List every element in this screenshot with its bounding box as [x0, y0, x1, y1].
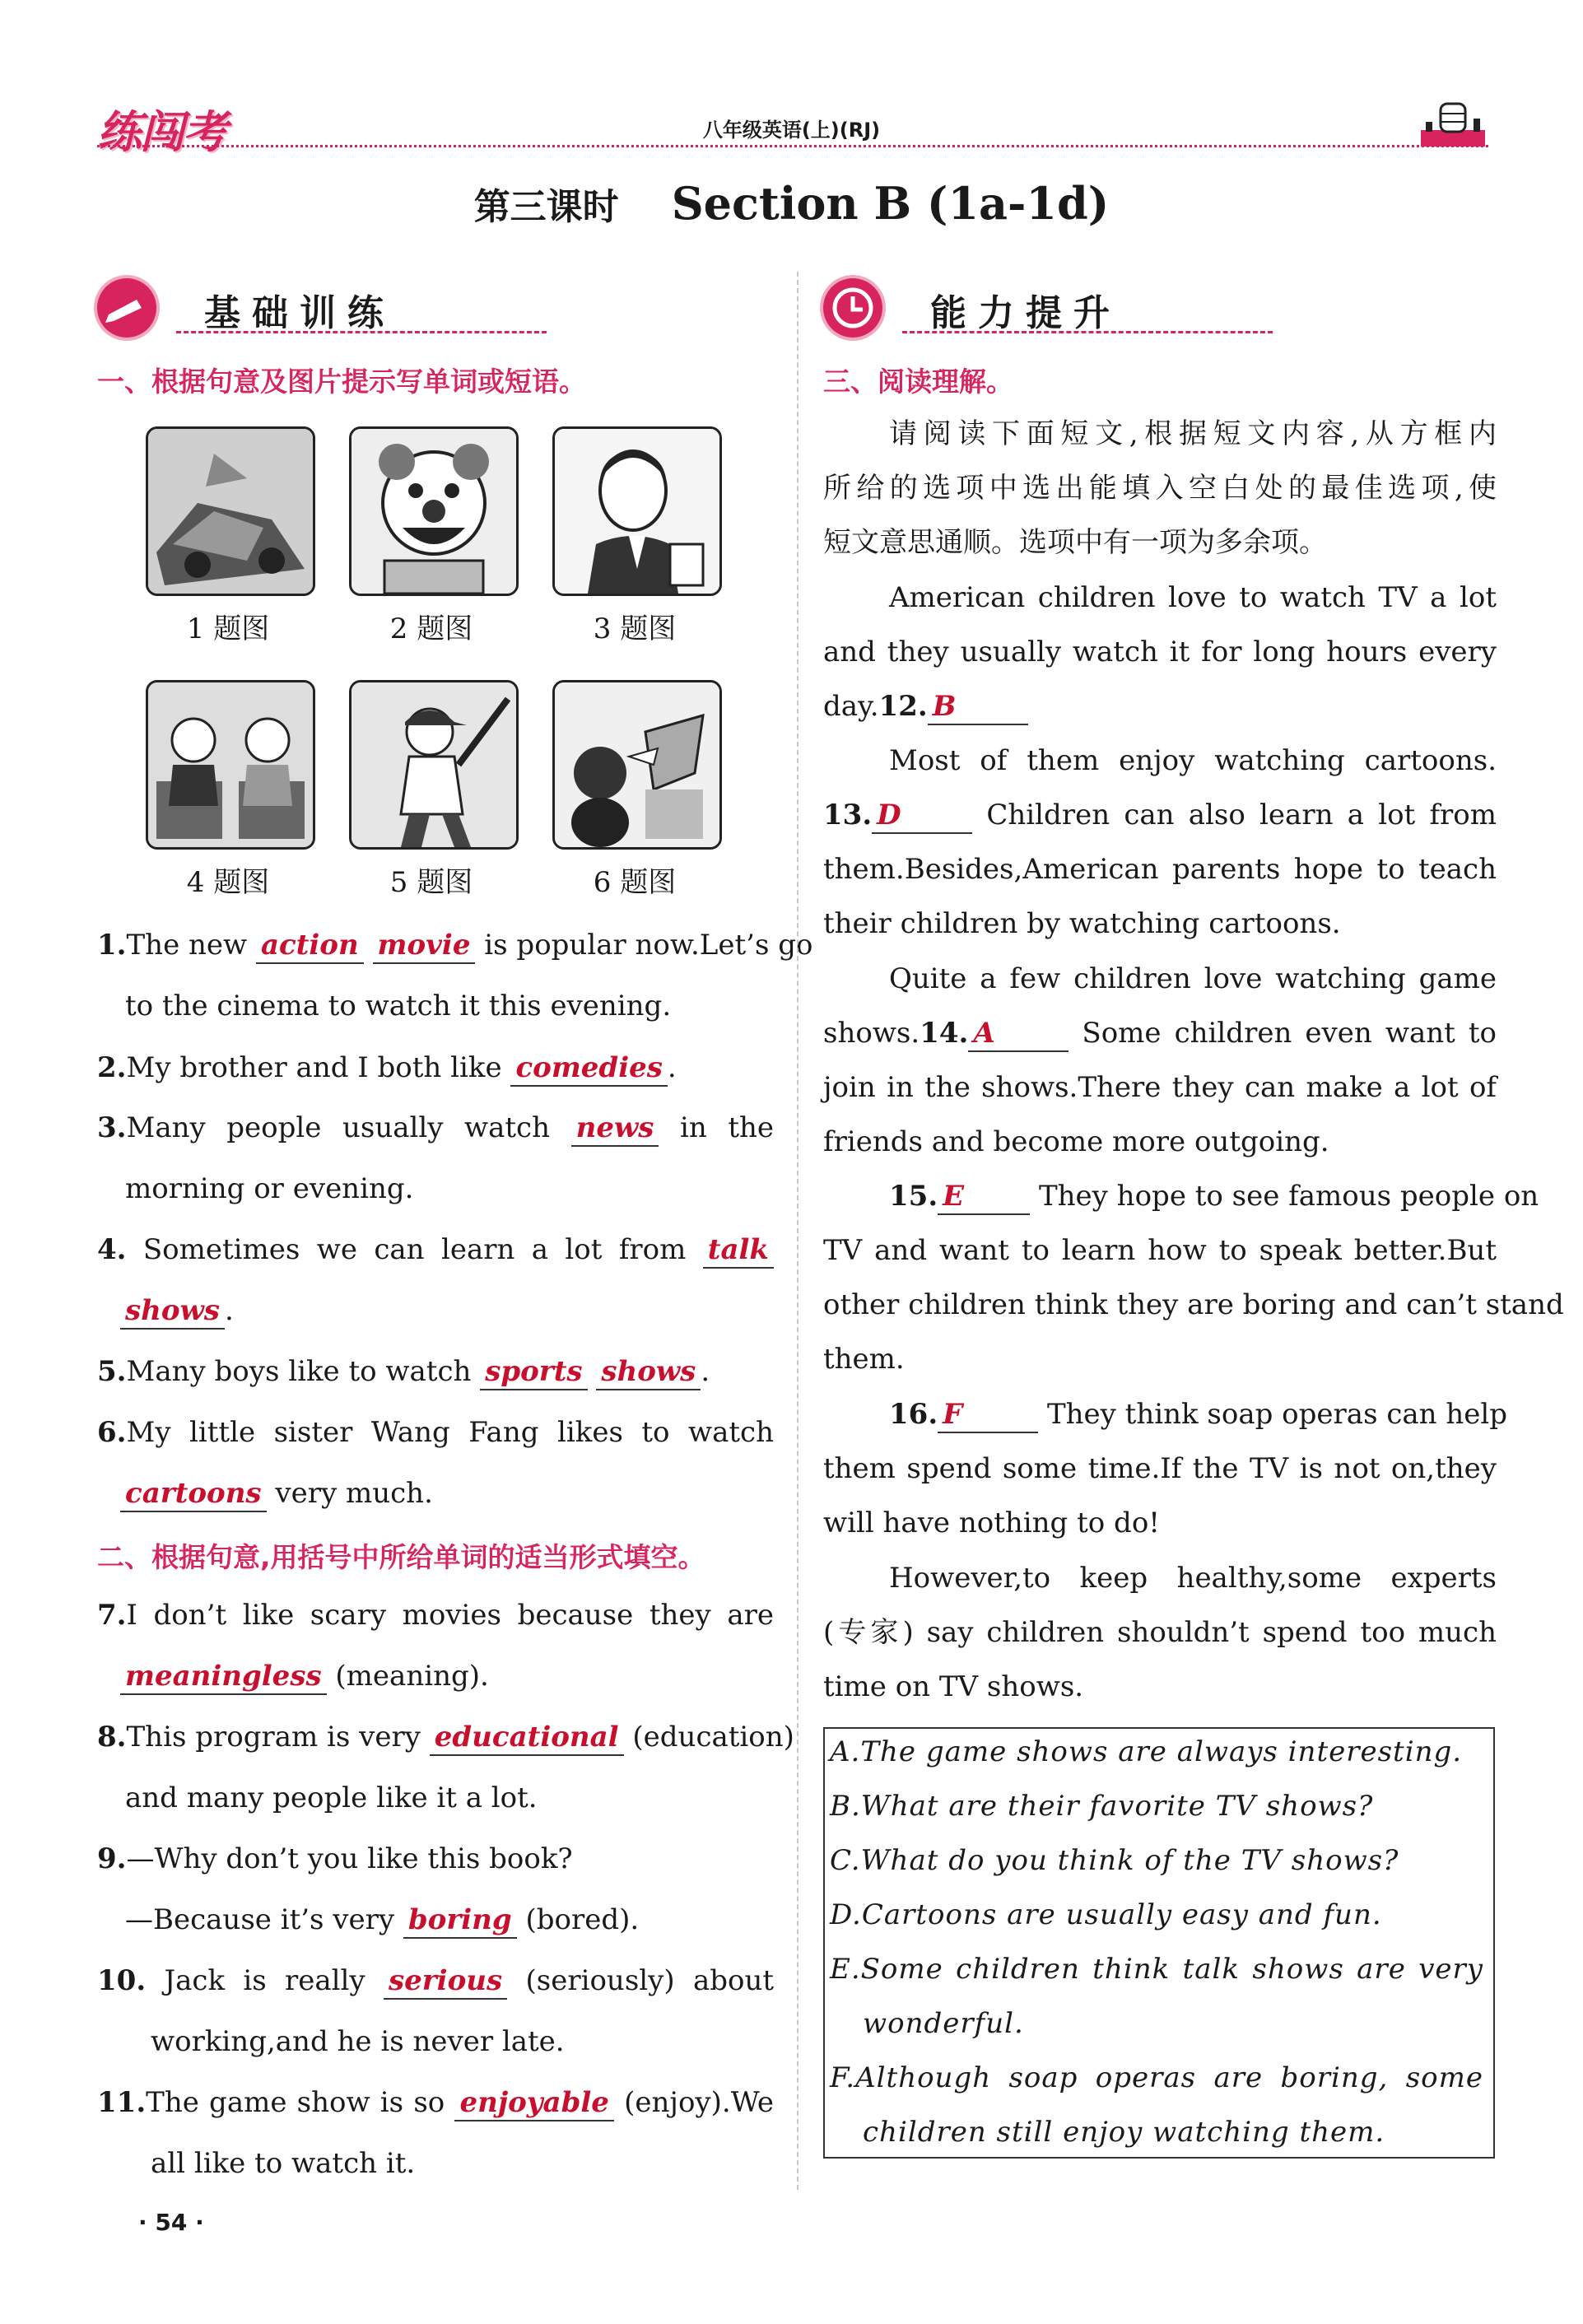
clock-icon [823, 278, 882, 338]
answer-blank[interactable]: cartoons [120, 1476, 267, 1512]
lesson-title-cn: 第三课时 [473, 186, 619, 228]
question-3: 3.Many people usually watch news in the [97, 1110, 774, 1147]
answer-blank[interactable]: meaningless [120, 1659, 327, 1695]
column-divider [797, 272, 798, 2190]
question-1-cont: to the cinema to watch it this evening. [125, 990, 672, 1022]
image-caption-3: 3 题图 [593, 612, 677, 645]
image-caption-5: 5 题图 [389, 866, 473, 899]
option-f-cont: children still enjoy watching them. [863, 2116, 1385, 2149]
question-4-cont: shows . [120, 1292, 234, 1330]
header-divider [97, 145, 1488, 147]
option-a: A.The game shows are always interesting. [830, 1735, 1463, 1768]
passage-line: join in the shows.There they can make a lot of [823, 1071, 1497, 1104]
answer-blank[interactable]: D [872, 798, 972, 834]
answer-blank[interactable]: E [938, 1179, 1030, 1215]
passage-line-q14: shows.14. A Some children even want to [823, 1015, 1497, 1052]
answer-blank[interactable]: movie [373, 928, 476, 964]
answer-blank[interactable]: talk [703, 1232, 774, 1269]
passage-line-q16: 16. F They think soap operas can help [889, 1396, 1497, 1433]
image-caption-1: 1 题图 [186, 612, 270, 645]
image-caption-4: 4 题图 [186, 866, 270, 899]
passage-line: them spend some time.If the TV is not on,they [823, 1452, 1497, 1485]
option-f: F.Although soap operas are boring, some [830, 2061, 1483, 2094]
question-4: 4. Sometimes we can learn a lot from talk [97, 1232, 774, 1269]
reading-instruction-2: 所给的选项中选出能填入空白处的最佳选项,使 [823, 472, 1497, 505]
answer-blank[interactable]: action [256, 928, 364, 964]
image-caption-6: 6 题图 [593, 866, 677, 899]
image-cartoon-characters [552, 680, 722, 850]
passage-line-q15: 15. E They hope to see famous people on [889, 1178, 1497, 1215]
question-6: 6.My little sister Wang Fang likes to watch [97, 1416, 774, 1449]
section-underline [902, 331, 1273, 333]
answer-blank[interactable]: A [968, 1016, 1069, 1052]
answer-blank[interactable]: sports [480, 1354, 587, 1390]
passage-line-q13: 13. D Children can also learn a lot from [823, 797, 1497, 834]
reading-instruction-1: 请阅读下面短文,根据短文内容,从方框内 [889, 417, 1497, 450]
answer-blank[interactable]: shows [596, 1354, 701, 1390]
image-talk-show [146, 680, 315, 850]
question-9: 9.—Why don’t you like this book? [97, 1842, 573, 1875]
passage-line: them. [823, 1343, 905, 1376]
answer-blank[interactable]: news [571, 1111, 659, 1147]
reading-instruction-3: 短文意思通顺。选项中有一项为多余项。 [823, 526, 1327, 559]
answer-blank[interactable]: serious [384, 1963, 507, 2000]
answer-blank[interactable]: comedies [510, 1050, 667, 1087]
section-title-advanced: 能力提升 [930, 292, 1121, 334]
option-c: C.What do you think of the TV shows? [830, 1844, 1399, 1877]
passage-line: However,to keep healthy,some experts [889, 1562, 1497, 1595]
passage-line: their children by watching cartoons. [823, 907, 1341, 940]
part2-instruction: 二、根据句意,用括号中所给单词的适当形式填空。 [97, 1541, 705, 1573]
passage-line: (专家) say children shouldn’t spend too much [823, 1616, 1497, 1649]
question-7: 7.I don’t like scary movies because they are [97, 1599, 774, 1632]
section-header-basic [97, 272, 558, 338]
passage-line: will have nothing to do! [823, 1507, 1160, 1539]
passage-line: them.Besides,American parents hope to teach [823, 853, 1497, 886]
option-d: D.Cartoons are usually easy and fun. [830, 1898, 1382, 1931]
question-10: 10. Jack is really serious (seriously) about [97, 1963, 774, 2000]
question-6-cont: cartoons very much. [120, 1475, 433, 1512]
passage-line: friends and become more outgoing. [823, 1125, 1329, 1158]
passage-line: Quite a few children love watching game [889, 962, 1497, 995]
question-7-cont: meaningless (meaning). [120, 1658, 489, 1695]
question-10-cont: working,and he is never late. [151, 2025, 565, 2058]
section-underline [176, 331, 547, 333]
question-8-cont: and many people like it a lot. [125, 1781, 538, 1814]
answer-blank[interactable]: educational [430, 1720, 624, 1756]
answer-blank[interactable]: shows [120, 1293, 225, 1330]
option-e-cont: wonderful. [863, 2007, 1024, 2040]
question-3-cont: morning or evening. [125, 1172, 414, 1205]
image-car-crash [146, 426, 315, 596]
page-number: · 54 · [138, 2209, 204, 2236]
answer-blank[interactable]: B [928, 689, 1028, 725]
image-baseball-player [349, 680, 519, 850]
lesson-title-en: Section B (1a-1d) [671, 177, 1110, 230]
question-8: 8.This program is very educational (education) [97, 1719, 774, 1756]
question-11: 11.The game show is so enjoyable (enjoy).We [97, 2084, 774, 2121]
passage-line: other children think they are boring and can’t stand [823, 1288, 1564, 1321]
passage-line: TV and want to learn how to speak better.But [823, 1234, 1497, 1267]
passage-line: time on TV shows. [823, 1670, 1084, 1703]
question-11-cont: all like to watch it. [151, 2147, 416, 2180]
part3-instruction: 三、阅读理解。 [823, 366, 1013, 398]
passage-line: American children love to watch TV a lot [889, 581, 1497, 614]
pencil-icon [97, 278, 156, 338]
section-title-basic: 基础训练 [204, 292, 395, 334]
answer-blank[interactable]: enjoyable [454, 2085, 613, 2121]
passage-line: and they usually watch it for long hours every [823, 636, 1497, 668]
answer-blank[interactable]: F [938, 1397, 1038, 1433]
answer-blank[interactable]: boring [403, 1903, 517, 1939]
section-header-advanced [823, 272, 1284, 338]
question-9-cont: —Because it’s very boring (bored). [125, 1902, 639, 1939]
part1-instruction: 一、根据句意及图片提示写单词或短语。 [97, 366, 586, 398]
series-logo: 练闯考 [97, 106, 226, 158]
question-5: 5.Many boys like to watch sports shows . [97, 1353, 710, 1390]
question-2: 2.My brother and I both like comedies . [97, 1050, 677, 1087]
option-b: B.What are their favorite TV shows? [830, 1790, 1374, 1823]
question-1: 1.The new action movie is popular now.Let’s go [97, 927, 774, 964]
passage-line: Most of them enjoy watching cartoons. [889, 744, 1497, 777]
fist-icon [1416, 97, 1490, 150]
image-clown [349, 426, 519, 596]
book-title: 八年级英语(上)(RJ) [702, 119, 881, 142]
image-caption-2: 2 题图 [389, 612, 473, 645]
options-box [823, 1727, 1495, 2159]
lesson-title [0, 177, 1583, 230]
image-news-anchor [552, 426, 722, 596]
option-e: E.Some children think talk shows are very [830, 1953, 1483, 1986]
passage-line-q12: day.12. B [823, 688, 1497, 725]
